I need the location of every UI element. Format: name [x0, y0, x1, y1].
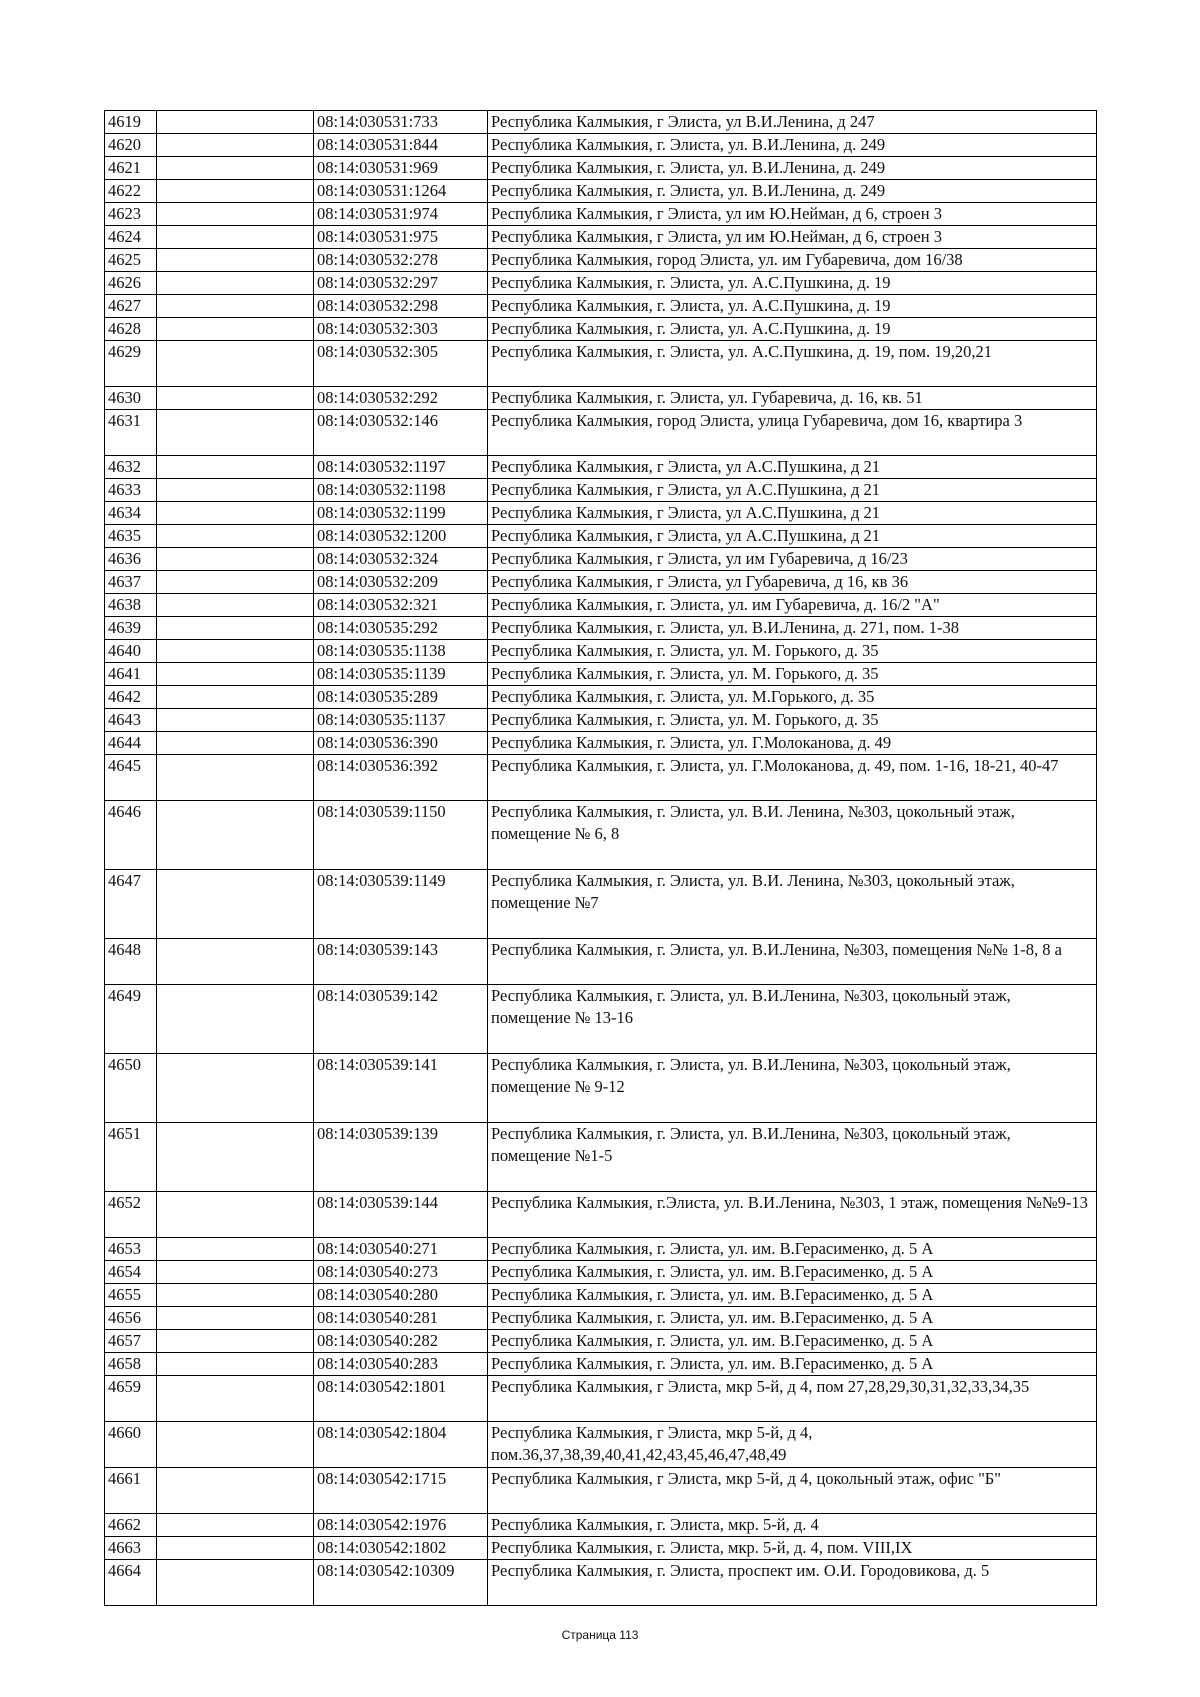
- address-cell: Республика Калмыкия, г. Элиста, ул. М. Горького, д. 35: [488, 663, 1097, 686]
- row-number-cell: 4624: [105, 226, 157, 249]
- table-row: [105, 617, 1097, 640]
- empty-cell: [157, 157, 314, 180]
- cadastral-number-cell: 08:14:030531:975: [314, 226, 488, 249]
- empty-cell: [157, 548, 314, 571]
- address-cell: Республика Калмыкия, г. Элиста, ул. В.И.Ленина, №303, помещения №№ 1-8, 8 а: [488, 939, 1097, 985]
- address-cell: Республика Калмыкия, г. Элиста, ул. В.И.Ленина, д. 249: [488, 180, 1097, 203]
- empty-cell: [157, 1192, 314, 1238]
- cadastral-number-cell: 08:14:030540:273: [314, 1261, 488, 1284]
- address-cell: Республика Калмыкия, г. Элиста, ул. им. В.Герасименко, д. 5 А: [488, 1261, 1097, 1284]
- row-number-cell: 4621: [105, 157, 157, 180]
- cadastral-number-cell: 08:14:030532:1198: [314, 479, 488, 502]
- address-cell: Республика Калмыкия, г. Элиста, ул. А.С.Пушкина, д. 19, пом. 19,20,21: [488, 341, 1097, 387]
- address-cell: Республика Калмыкия, г Элиста, мкр 5-й, д 4, пом 27,28,29,30,31,32,33,34,35: [488, 1376, 1097, 1422]
- table-row: [105, 755, 1097, 801]
- address-cell: Республика Калмыкия, г. Элиста, ул. им. В.Герасименко, д. 5 А: [488, 1353, 1097, 1376]
- registry-table-body: [105, 111, 1097, 1606]
- cadastral-number-cell: 08:14:030532:1197: [314, 456, 488, 479]
- empty-cell: [157, 1307, 314, 1330]
- cadastral-number-cell: 08:14:030540:281: [314, 1307, 488, 1330]
- cadastral-number-cell: 08:14:030535:1138: [314, 640, 488, 663]
- cadastral-number-cell: 08:14:030531:974: [314, 203, 488, 226]
- cadastral-number-cell: 08:14:030536:392: [314, 755, 488, 801]
- cadastral-number-cell: 08:14:030539:142: [314, 985, 488, 1054]
- cadastral-number-cell: 08:14:030542:1715: [314, 1468, 488, 1514]
- row-number-cell: 4651: [105, 1123, 157, 1192]
- cadastral-number-cell: 08:14:030532:324: [314, 548, 488, 571]
- address-cell: Республика Калмыкия, г. Элиста, ул. А.С.Пушкина, д. 19: [488, 295, 1097, 318]
- table-row: [105, 548, 1097, 571]
- table-row: [105, 939, 1097, 985]
- address-cell: Республика Калмыкия, г. Элиста, ул. им. В.Герасименко, д. 5 А: [488, 1330, 1097, 1353]
- table-row: [105, 732, 1097, 755]
- cadastral-number-cell: 08:14:030532:321: [314, 594, 488, 617]
- table-row: [105, 1537, 1097, 1560]
- empty-cell: [157, 939, 314, 985]
- empty-cell: [157, 1560, 314, 1606]
- empty-cell: [157, 801, 314, 870]
- address-cell: Республика Калмыкия, г. Элиста, ул. А.С.Пушкина, д. 19: [488, 318, 1097, 341]
- cadastral-number-cell: 08:14:030535:292: [314, 617, 488, 640]
- cadastral-number-cell: 08:14:030540:271: [314, 1238, 488, 1261]
- address-cell: Республика Калмыкия, г. Элиста, ул. М. Горького, д. 35: [488, 640, 1097, 663]
- table-row: [105, 341, 1097, 387]
- address-cell: Республика Калмыкия, г. Элиста, проспект им. О.И. Городовикова, д. 5: [488, 1560, 1097, 1606]
- empty-cell: [157, 295, 314, 318]
- address-cell: Республика Калмыкия, г. Элиста, ул. Г.Молоканова, д. 49, пом. 1-16, 18-21, 40-47: [488, 755, 1097, 801]
- table-row: [105, 1422, 1097, 1468]
- address-cell: Республика Калмыкия, г. Элиста, ул. Губаревича, д. 16, кв. 51: [488, 387, 1097, 410]
- empty-cell: [157, 1284, 314, 1307]
- row-number-cell: 4664: [105, 1560, 157, 1606]
- row-number-cell: 4647: [105, 870, 157, 939]
- address-cell: Республика Калмыкия, г Элиста, ул А.С.Пушкина, д 21: [488, 525, 1097, 548]
- row-number-cell: 4659: [105, 1376, 157, 1422]
- cadastral-number-cell: 08:14:030532:278: [314, 249, 488, 272]
- table-row: [105, 157, 1097, 180]
- empty-cell: [157, 663, 314, 686]
- empty-cell: [157, 1376, 314, 1422]
- table-row: [105, 1284, 1097, 1307]
- empty-cell: [157, 226, 314, 249]
- empty-cell: [157, 985, 314, 1054]
- cadastral-number-cell: 08:14:030532:292: [314, 387, 488, 410]
- row-number-cell: 4635: [105, 525, 157, 548]
- address-cell: Республика Калмыкия, г.Элиста, ул. В.И.Ленина, №303, 1 этаж, помещения №№9-13: [488, 1192, 1097, 1238]
- table-row: [105, 1376, 1097, 1422]
- address-cell: Республика Калмыкия, г. Элиста, ул. им Губаревича, д. 16/2 "А": [488, 594, 1097, 617]
- cadastral-number-cell: 08:14:030539:1150: [314, 801, 488, 870]
- row-number-cell: 4656: [105, 1307, 157, 1330]
- empty-cell: [157, 1238, 314, 1261]
- row-number-cell: 4630: [105, 387, 157, 410]
- cadastral-number-cell: 08:14:030539:144: [314, 1192, 488, 1238]
- row-number-cell: 4645: [105, 755, 157, 801]
- empty-cell: [157, 732, 314, 755]
- empty-cell: [157, 594, 314, 617]
- row-number-cell: 4648: [105, 939, 157, 985]
- empty-cell: [157, 479, 314, 502]
- cadastral-number-cell: 08:14:030536:390: [314, 732, 488, 755]
- empty-cell: [157, 1123, 314, 1192]
- empty-cell: [157, 203, 314, 226]
- row-number-cell: 4633: [105, 479, 157, 502]
- address-cell: Республика Калмыкия, г. Элиста, ул. А.С.Пушкина, д. 19: [488, 272, 1097, 295]
- empty-cell: [157, 111, 314, 134]
- table-row: [105, 410, 1097, 456]
- row-number-cell: 4623: [105, 203, 157, 226]
- cadastral-number-cell: 08:14:030532:209: [314, 571, 488, 594]
- row-number-cell: 4661: [105, 1468, 157, 1514]
- row-number-cell: 4658: [105, 1353, 157, 1376]
- cadastral-number-cell: 08:14:030532:1200: [314, 525, 488, 548]
- address-cell: Республика Калмыкия, г. Элиста, ул. Г.Молоканова, д. 49: [488, 732, 1097, 755]
- empty-cell: [157, 571, 314, 594]
- empty-cell: [157, 686, 314, 709]
- table-row: [105, 479, 1097, 502]
- address-cell: Республика Калмыкия, г. Элиста, ул. им. В.Герасименко, д. 5 А: [488, 1307, 1097, 1330]
- empty-cell: [157, 617, 314, 640]
- row-number-cell: 4662: [105, 1514, 157, 1537]
- row-number-cell: 4663: [105, 1537, 157, 1560]
- cadastral-number-cell: 08:14:030539:143: [314, 939, 488, 985]
- row-number-cell: 4643: [105, 709, 157, 732]
- table-row: [105, 295, 1097, 318]
- address-cell: Республика Калмыкия, г Элиста, ул А.С.Пушкина, д 21: [488, 456, 1097, 479]
- table-row: [105, 456, 1097, 479]
- cadastral-number-cell: 08:14:030535:289: [314, 686, 488, 709]
- table-row: [105, 709, 1097, 732]
- empty-cell: [157, 1422, 314, 1468]
- table-row: [105, 801, 1097, 870]
- row-number-cell: 4657: [105, 1330, 157, 1353]
- address-cell: Республика Калмыкия, город Элиста, ул. им Губаревича, дом 16/38: [488, 249, 1097, 272]
- cadastral-number-cell: 08:14:030531:969: [314, 157, 488, 180]
- empty-cell: [157, 456, 314, 479]
- row-number-cell: 4625: [105, 249, 157, 272]
- table-row: [105, 1560, 1097, 1606]
- cadastral-number-cell: 08:14:030542:1976: [314, 1514, 488, 1537]
- cadastral-number-cell: 08:14:030531:1264: [314, 180, 488, 203]
- row-number-cell: 4660: [105, 1422, 157, 1468]
- row-number-cell: 4637: [105, 571, 157, 594]
- row-number-cell: 4629: [105, 341, 157, 387]
- address-cell: Республика Калмыкия, г Элиста, ул Губаревича, д 16, кв 36: [488, 571, 1097, 594]
- table-row: [105, 1330, 1097, 1353]
- table-row: [105, 249, 1097, 272]
- empty-cell: [157, 755, 314, 801]
- table-row: [105, 686, 1097, 709]
- address-cell: Республика Калмыкия, г. Элиста, ул. В.И.Ленина, д. 249: [488, 157, 1097, 180]
- empty-cell: [157, 1353, 314, 1376]
- table-row: [105, 272, 1097, 295]
- address-cell: Республика Калмыкия, г. Элиста, ул. М.Горького, д. 35: [488, 686, 1097, 709]
- table-row: [105, 134, 1097, 157]
- table-row: [105, 870, 1097, 939]
- row-number-cell: 4627: [105, 295, 157, 318]
- table-row: [105, 1353, 1097, 1376]
- empty-cell: [157, 1261, 314, 1284]
- cadastral-number-cell: 08:14:030539:139: [314, 1123, 488, 1192]
- row-number-cell: 4632: [105, 456, 157, 479]
- row-number-cell: 4640: [105, 640, 157, 663]
- row-number-cell: 4626: [105, 272, 157, 295]
- address-cell: Республика Калмыкия, г. Элиста, ул. им. В.Герасименко, д. 5 А: [488, 1238, 1097, 1261]
- row-number-cell: 4649: [105, 985, 157, 1054]
- table-row: [105, 594, 1097, 617]
- table-row: [105, 1468, 1097, 1514]
- empty-cell: [157, 1537, 314, 1560]
- cadastral-number-cell: 08:14:030540:280: [314, 1284, 488, 1307]
- address-cell: Республика Калмыкия, г. Элиста, мкр. 5-й, д. 4, пом. VIII,IX: [488, 1537, 1097, 1560]
- address-cell: Республика Калмыкия, г Элиста, ул им Ю.Нейман, д 6, строен 3: [488, 203, 1097, 226]
- row-number-cell: 4655: [105, 1284, 157, 1307]
- row-number-cell: 4628: [105, 318, 157, 341]
- empty-cell: [157, 387, 314, 410]
- table-row: [105, 318, 1097, 341]
- address-cell: Республика Калмыкия, г. Элиста, ул. В.И.Ленина, д. 249: [488, 134, 1097, 157]
- row-number-cell: 4619: [105, 111, 157, 134]
- empty-cell: [157, 640, 314, 663]
- address-cell: Республика Калмыкия, г. Элиста, ул. им. В.Герасименко, д. 5 А: [488, 1284, 1097, 1307]
- empty-cell: [157, 272, 314, 295]
- table-row: [105, 203, 1097, 226]
- table-row: [105, 1238, 1097, 1261]
- row-number-cell: 4654: [105, 1261, 157, 1284]
- table-row: [105, 525, 1097, 548]
- cadastral-number-cell: 08:14:030532:303: [314, 318, 488, 341]
- cadastral-number-cell: 08:14:030531:844: [314, 134, 488, 157]
- address-cell: Республика Калмыкия, г Элиста, мкр 5-й, д 4, пом.36,37,38,39,40,41,42,43,45,46,47,48,49: [488, 1422, 1097, 1468]
- empty-cell: [157, 525, 314, 548]
- table-row: [105, 1307, 1097, 1330]
- address-cell: Республика Калмыкия, г. Элиста, ул. В.И.Ленина, №303, цокольный этаж, помещение № 13-16: [488, 985, 1097, 1054]
- table-row: [105, 502, 1097, 525]
- table-row: [105, 1192, 1097, 1238]
- cadastral-number-cell: 08:14:030542:1801: [314, 1376, 488, 1422]
- cadastral-number-cell: 08:14:030531:733: [314, 111, 488, 134]
- cadastral-number-cell: 08:14:030539:1149: [314, 870, 488, 939]
- row-number-cell: 4653: [105, 1238, 157, 1261]
- empty-cell: [157, 1514, 314, 1537]
- empty-cell: [157, 1468, 314, 1514]
- row-number-cell: 4652: [105, 1192, 157, 1238]
- table-row: [105, 1261, 1097, 1284]
- address-cell: Республика Калмыкия, город Элиста, улица Губаревича, дом 16, квартира 3: [488, 410, 1097, 456]
- address-cell: Республика Калмыкия, г Элиста, ул В.И.Ленина, д 247: [488, 111, 1097, 134]
- table-row: [105, 1054, 1097, 1123]
- address-cell: Республика Калмыкия, г. Элиста, ул. В.И.Ленина, №303, цокольный этаж, помещение №1-5: [488, 1123, 1097, 1192]
- table-row: [105, 663, 1097, 686]
- address-cell: Республика Калмыкия, г. Элиста, ул. В.И.Ленина, №303, цокольный этаж, помещение № 9-12: [488, 1054, 1097, 1123]
- empty-cell: [157, 709, 314, 732]
- page-footer: Страница 113: [561, 1628, 639, 1642]
- table-row: [105, 226, 1097, 249]
- registry-table: [104, 110, 1097, 1606]
- row-number-cell: 4631: [105, 410, 157, 456]
- cadastral-number-cell: 08:14:030535:1139: [314, 663, 488, 686]
- row-number-cell: 4622: [105, 180, 157, 203]
- row-number-cell: 4644: [105, 732, 157, 755]
- row-number-cell: 4634: [105, 502, 157, 525]
- address-cell: Республика Калмыкия, г. Элиста, ул. М. Горького, д. 35: [488, 709, 1097, 732]
- cadastral-number-cell: 08:14:030532:298: [314, 295, 488, 318]
- address-cell: Республика Калмыкия, г. Элиста, ул. В.И.Ленина, д. 271, пом. 1-38: [488, 617, 1097, 640]
- address-cell: Республика Калмыкия, г Элиста, мкр 5-й, д 4, цокольный этаж, офис "Б": [488, 1468, 1097, 1514]
- address-cell: Республика Калмыкия, г Элиста, ул им Губаревича, д 16/23: [488, 548, 1097, 571]
- address-cell: Республика Калмыкия, г Элиста, ул им Ю.Нейман, д 6, строен 3: [488, 226, 1097, 249]
- address-cell: Республика Калмыкия, г Элиста, ул А.С.Пушкина, д 21: [488, 479, 1097, 502]
- empty-cell: [157, 1054, 314, 1123]
- table-row: [105, 571, 1097, 594]
- empty-cell: [157, 870, 314, 939]
- table-row: [105, 1514, 1097, 1537]
- row-number-cell: 4642: [105, 686, 157, 709]
- empty-cell: [157, 341, 314, 387]
- row-number-cell: 4620: [105, 134, 157, 157]
- empty-cell: [157, 180, 314, 203]
- cadastral-number-cell: 08:14:030539:141: [314, 1054, 488, 1123]
- cadastral-number-cell: 08:14:030532:1199: [314, 502, 488, 525]
- address-cell: Республика Калмыкия, г. Элиста, мкр. 5-й, д. 4: [488, 1514, 1097, 1537]
- row-number-cell: 4641: [105, 663, 157, 686]
- address-cell: Республика Калмыкия, г. Элиста, ул. В.И. Ленина, №303, цокольный этаж, помещение №7: [488, 870, 1097, 939]
- cadastral-number-cell: 08:14:030532:146: [314, 410, 488, 456]
- cadastral-number-cell: 08:14:030532:305: [314, 341, 488, 387]
- cadastral-number-cell: 08:14:030540:282: [314, 1330, 488, 1353]
- table-row: [105, 1123, 1097, 1192]
- cadastral-number-cell: 08:14:030540:283: [314, 1353, 488, 1376]
- empty-cell: [157, 410, 314, 456]
- empty-cell: [157, 502, 314, 525]
- address-cell: Республика Калмыкия, г. Элиста, ул. В.И. Ленина, №303, цокольный этаж, помещение № 6, 8: [488, 801, 1097, 870]
- cadastral-number-cell: 08:14:030542:10309: [314, 1560, 488, 1606]
- table-row: [105, 985, 1097, 1054]
- cadastral-number-cell: 08:14:030542:1804: [314, 1422, 488, 1468]
- table-row: [105, 387, 1097, 410]
- cadastral-number-cell: 08:14:030532:297: [314, 272, 488, 295]
- empty-cell: [157, 1330, 314, 1353]
- cadastral-number-cell: 08:14:030535:1137: [314, 709, 488, 732]
- row-number-cell: 4650: [105, 1054, 157, 1123]
- empty-cell: [157, 249, 314, 272]
- address-cell: Республика Калмыкия, г Элиста, ул А.С.Пушкина, д 21: [488, 502, 1097, 525]
- row-number-cell: 4646: [105, 801, 157, 870]
- cadastral-number-cell: 08:14:030542:1802: [314, 1537, 488, 1560]
- row-number-cell: 4639: [105, 617, 157, 640]
- table-row: [105, 111, 1097, 134]
- empty-cell: [157, 134, 314, 157]
- row-number-cell: 4636: [105, 548, 157, 571]
- row-number-cell: 4638: [105, 594, 157, 617]
- table-row: [105, 640, 1097, 663]
- table-row: [105, 180, 1097, 203]
- empty-cell: [157, 318, 314, 341]
